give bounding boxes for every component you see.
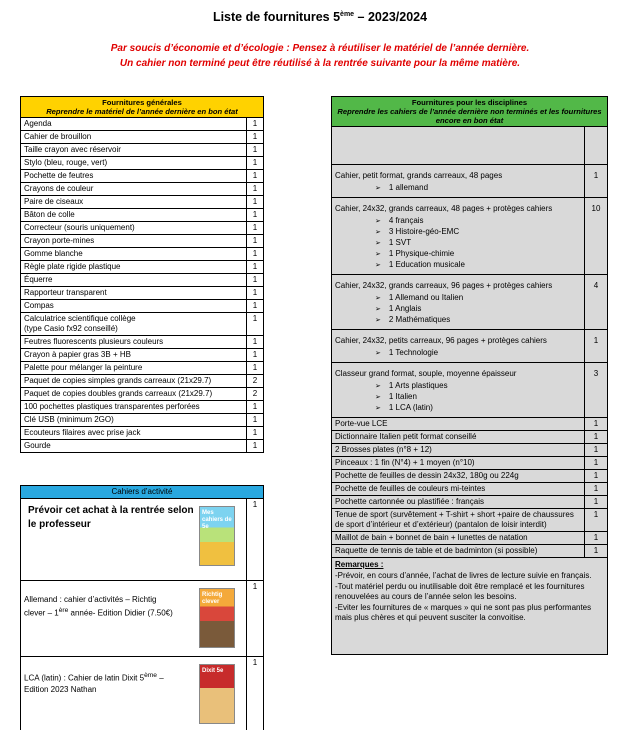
general-header-title: Fournitures générales: [102, 98, 182, 107]
discipline-supply-label: Pochette cartonnée ou plastifiée : français: [335, 497, 484, 506]
discipline-supply-row: [332, 444, 608, 457]
discipline-supply-label: Cahier, 24x32, petits carreaux, 96 pages + protèges cahiers: [335, 336, 547, 345]
general-supply-qty: 1: [247, 287, 264, 300]
general-supply-label: 100 pochettes plastiques transparentes perforées: [24, 402, 200, 411]
general-supply-row: [21, 427, 264, 440]
general-supply-qty: 1: [247, 440, 264, 453]
discipline-supply-label: 2 Brosses plates (n°8 + 12): [335, 445, 432, 454]
general-supply-qty: 1: [247, 144, 264, 157]
discipline-supply-qty: 1: [585, 470, 608, 483]
discipline-header-subtitle: Reprendre les cahiers de l’année dernière non terminés et les fournitures encore en bon état: [337, 107, 602, 125]
general-supply-qty: 1: [247, 235, 264, 248]
german-book-text: Allemand : cahier d’activités – Richtig clever – 1ère année- Edition Didier (7.50€): [24, 595, 173, 618]
general-supplies-rows: [21, 118, 264, 453]
activity-cover-image: Mes cahiers de 5e: [199, 506, 235, 566]
notice-line-1: Par soucis d’économie et d’écologie : Pensez à réutiliser le matériel de l’année dernière.: [110, 43, 530, 54]
general-supply-row: [21, 157, 264, 170]
general-supply-qty: 1: [247, 131, 264, 144]
general-supply-row: [21, 375, 264, 388]
discipline-subject-list: [375, 348, 581, 359]
discipline-supply-qty: 1: [585, 330, 608, 363]
general-supply-qty: 2: [247, 388, 264, 401]
general-supply-row: [21, 144, 264, 157]
general-supply-qty: 1: [247, 196, 264, 209]
general-supply-label: Gomme blanche: [24, 249, 83, 258]
remarks-title: Remarques :: [335, 560, 384, 569]
discipline-supply-row: [332, 418, 608, 431]
general-supply-row: [21, 313, 264, 336]
general-supply-qty: 1: [247, 261, 264, 274]
discipline-supplies-rows: [332, 165, 608, 558]
discipline-subject-item: ➢ 4 français: [375, 216, 581, 227]
activity-intro-qty: 1: [247, 499, 264, 581]
general-supply-row: [21, 131, 264, 144]
discipline-supply-label: Cahier, petit format, grands carreaux, 48 pages: [335, 171, 503, 180]
discipline-supply-row: [332, 483, 608, 496]
general-supply-label: Rapporteur transparent: [24, 288, 107, 297]
discipline-supply-row: [332, 470, 608, 483]
discipline-supply-label: Cahier, 24x32, grands carreaux, 96 pages + protèges cahiers: [335, 281, 553, 290]
discipline-supply-row: [332, 457, 608, 470]
remark-item: -Tout matériel perdu ou inutilisable doit être remplacé et les fournitures renouvelées au cours de l’année selon les besoins.: [335, 581, 585, 601]
general-supply-row: [21, 349, 264, 362]
general-supply-qty: 1: [247, 300, 264, 313]
general-supply-qty: 1: [247, 349, 264, 362]
discipline-subject-list: [375, 216, 581, 271]
activity-intro-text: Prévoir cet achat à la rentrée selon le professeur: [28, 505, 194, 530]
general-supply-label-note: (type Casio fx92 conseillé): [24, 324, 118, 333]
general-supply-label: Paquet de copies doubles grands carreaux (21x29.7): [24, 389, 213, 398]
discipline-supply-qty: 1: [585, 496, 608, 509]
discipline-subject-item: ➢ 1 Allemand ou Italien: [375, 293, 581, 304]
general-supply-label: Taille crayon avec réservoir: [24, 145, 121, 154]
economy-notice: [0, 41, 640, 71]
german-book-cover-image: Richtig clever: [199, 588, 235, 648]
general-supply-label: Palette pour mélanger la peinture: [24, 363, 143, 372]
discipline-supply-row: [332, 496, 608, 509]
general-supply-qty: 1: [247, 401, 264, 414]
discipline-supplies-header: [332, 97, 608, 127]
general-supply-qty: 1: [247, 157, 264, 170]
discipline-supply-row: [332, 165, 608, 198]
discipline-subject-item: ➢ 1 Anglais: [375, 304, 581, 315]
general-supply-row: [21, 414, 264, 427]
page-title: Liste de fournitures 5ème – 2023/2024: [212, 10, 428, 24]
general-supply-row: [21, 300, 264, 313]
general-supply-qty: 1: [247, 427, 264, 440]
general-supply-label: Compas: [24, 301, 54, 310]
discipline-supply-qty: 1: [585, 418, 608, 431]
general-supply-row: [21, 362, 264, 375]
general-supply-label: Crayons de couleur: [24, 184, 94, 193]
general-supply-label: Feutres fluorescents plusieurs couleurs: [24, 337, 164, 346]
general-supply-qty: 1: [247, 183, 264, 196]
latin-book-qty: 1: [247, 657, 264, 730]
discipline-supply-label: Pinceaux : 1 fin (N°4) + 1 moyen (n°10): [335, 458, 475, 467]
discipline-supply-label: Pochette de feuilles de couleurs mi-teintes: [335, 484, 486, 493]
discipline-supply-row: [332, 330, 608, 363]
general-supply-label: Paquet de copies simples grands carreaux (21x29.7): [24, 376, 212, 385]
discipline-subject-item: ➢ 1 allemand: [375, 183, 581, 194]
discipline-subject-list: [375, 183, 581, 194]
general-header-subtitle: Reprendre le matériel de l’année dernière en bon état: [46, 107, 238, 116]
general-supply-row: [21, 209, 264, 222]
general-supply-row: [21, 388, 264, 401]
discipline-supply-qty: 1: [585, 165, 608, 198]
general-supply-label: Calculatrice scientifique collège: [24, 314, 136, 323]
discipline-supply-row: [332, 545, 608, 558]
latin-book-row: [21, 657, 264, 730]
general-supply-label: Correcteur (souris uniquement): [24, 223, 135, 232]
general-supply-qty: 1: [247, 362, 264, 375]
discipline-supply-label: Pochette de feuilles de dessin 24x32, 180g ou 224g: [335, 471, 519, 480]
general-supply-label: Clé USB (minimum 2GO): [24, 415, 114, 424]
general-supply-label: Gourde: [24, 441, 51, 450]
general-supply-qty: 1: [247, 209, 264, 222]
discipline-supply-row: [332, 275, 608, 330]
discipline-subject-item: ➢ 1 Technologie: [375, 348, 581, 359]
discipline-supply-qty: 1: [585, 457, 608, 470]
discipline-supply-qty: 4: [585, 275, 608, 330]
discipline-header-title: Fournitures pour les disciplines: [411, 98, 528, 107]
general-supply-row: [21, 183, 264, 196]
general-supply-qty: 1: [247, 274, 264, 287]
discipline-supply-row: [332, 431, 608, 444]
remarks-row: [332, 558, 608, 655]
discipline-subject-list: [375, 381, 581, 414]
latin-book-text: LCA (latin) : Cahier de latin Dixit 5ème – Edition 2023 Nathan: [24, 672, 164, 694]
general-supply-row: [21, 235, 264, 248]
discipline-supply-label: Porte-vue LCE: [335, 419, 388, 428]
general-supply-label: Équerre: [24, 275, 53, 284]
discipline-supply-qty: 10: [585, 198, 608, 275]
discipline-supply-row: [332, 509, 608, 532]
general-supply-label: Crayon porte-mines: [24, 236, 95, 245]
general-supply-row: [21, 336, 264, 349]
discipline-subject-item: ➢ 1 Arts plastiques: [375, 381, 581, 392]
german-book-row: [21, 581, 264, 657]
general-supply-label: Ecouteurs filaires avec prise jack: [24, 428, 141, 437]
discipline-supply-label: Maillot de bain + bonnet de bain + lunettes de natation: [335, 533, 528, 542]
general-supplies-table: [20, 96, 264, 453]
general-supply-row: [21, 440, 264, 453]
discipline-supply-label: Raquette de tennis de table et de badminton (si possible): [335, 546, 538, 555]
discipline-spacer-row: [332, 127, 608, 165]
discipline-subject-item: ➢ 1 LCA (latin): [375, 403, 581, 414]
general-supply-qty: 2: [247, 375, 264, 388]
discipline-subject-list: [375, 293, 581, 326]
general-supply-label: Crayon à papier gras 3B + HB: [24, 350, 131, 359]
general-supply-row: [21, 118, 264, 131]
general-supply-row: [21, 170, 264, 183]
discipline-subject-item: ➢ 1 Education musicale: [375, 260, 581, 271]
discipline-supply-row: [332, 532, 608, 545]
activity-intro-row: [21, 499, 264, 581]
activity-books-header: [21, 486, 264, 499]
general-supply-label: Agenda: [24, 119, 52, 128]
general-supply-row: [21, 248, 264, 261]
general-supply-row: [21, 196, 264, 209]
notice-line-2: Un cahier non terminé peut être réutilisé à la rentrée suivante pour la même matière.: [119, 58, 521, 69]
general-supply-row: [21, 222, 264, 235]
discipline-subject-item: ➢ 3 Histoire-géo-EMC: [375, 227, 581, 238]
general-supply-qty: 1: [247, 336, 264, 349]
general-supply-label: Bâton de colle: [24, 210, 75, 219]
discipline-supply-row: [332, 363, 608, 418]
discipline-supply-qty: 1: [585, 532, 608, 545]
discipline-supply-qty: 1: [585, 431, 608, 444]
german-book-qty: 1: [247, 581, 264, 657]
discipline-subject-item: ➢ 2 Mathématiques: [375, 315, 581, 326]
latin-book-cover-image: Dixit 5e: [199, 664, 235, 724]
discipline-subject-item: ➢ 1 Italien: [375, 392, 581, 403]
discipline-supply-qty: 1: [585, 509, 608, 532]
general-supply-row: [21, 274, 264, 287]
activity-books-table: [20, 485, 264, 730]
general-supply-row: [21, 261, 264, 274]
discipline-supplies-table: [331, 96, 608, 655]
discipline-supply-label: Tenue de sport (survêtement + T-shirt + short +paire de chaussures de sport d’intérieur et d’extérieur) (pantalon de loisir interdit): [335, 510, 574, 529]
general-supply-qty: 1: [247, 170, 264, 183]
remark-item: -Eviter les fournitures de « marques » qui ne sont pas plus performantes mais plus chères et qui peuvent susciter la convoitise.: [335, 602, 592, 622]
general-supply-qty: 1: [247, 118, 264, 131]
discipline-supply-qty: 1: [585, 483, 608, 496]
discipline-subject-item: ➢ 1 SVT: [375, 238, 581, 249]
general-supply-label: Pochette de feutres: [24, 171, 94, 180]
general-supply-label: Stylo (bleu, rouge, vert): [24, 158, 108, 167]
general-supply-row: [21, 401, 264, 414]
discipline-supply-qty: 1: [585, 444, 608, 457]
general-supply-label: Paire de ciseaux: [24, 197, 84, 206]
general-supply-qty: 1: [247, 222, 264, 235]
discipline-supply-label: Cahier, 24x32, grands carreaux, 48 pages + protèges cahiers: [335, 204, 553, 213]
general-supply-row: [21, 287, 264, 300]
activity-header-title: Cahiers d’activité: [21, 486, 264, 499]
discipline-supply-row: [332, 198, 608, 275]
general-supply-qty: 1: [247, 414, 264, 427]
discipline-supply-qty: 1: [585, 545, 608, 558]
discipline-subject-item: ➢ 1 Physique-chimie: [375, 249, 581, 260]
discipline-supply-label: Dictionnaire Italien petit format conseillé: [335, 432, 477, 441]
general-supply-qty: 1: [247, 313, 264, 336]
general-supply-label: Règle plate rigide plastique: [24, 262, 121, 271]
discipline-supply-qty: 3: [585, 363, 608, 418]
general-supply-label: Cahier de brouillon: [24, 132, 92, 141]
discipline-supply-label: Classeur grand format, souple, moyenne épaisseur: [335, 369, 517, 378]
remark-item: -Prévoir, en cours d’année, l’achat de livres de lecture suivie en français.: [335, 571, 592, 580]
general-supplies-header: [21, 97, 264, 118]
general-supply-qty: 1: [247, 248, 264, 261]
